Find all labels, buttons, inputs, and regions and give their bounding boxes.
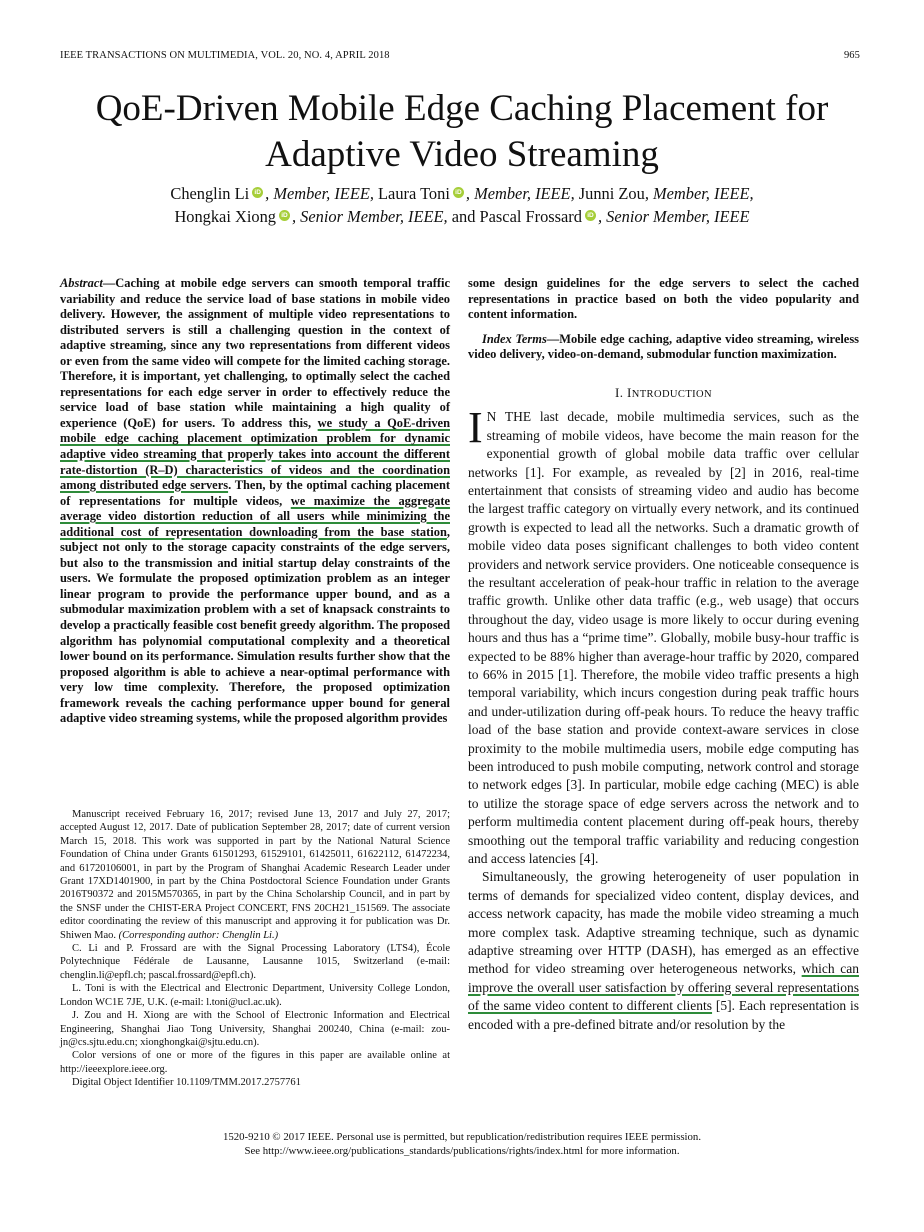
- left-column: [60, 276, 450, 727]
- index-terms-text: Mobile edge caching, adaptive video streaming, wireless video delivery, video-on-demand, submodular function maximization.: [468, 331, 859, 362]
- orcid-icon[interactable]: iD: [252, 187, 263, 198]
- copyright-footer: [60, 1130, 864, 1158]
- affiliation-note: L. Toni is with the Electrical and Electronic Department, University College London, London WC1E 7JE, U.K. (e-mail: l.toni@ucl.ac.uk).: [60, 983, 450, 1008]
- rights-url-line: See http://www.ieee.org/publications_standards/publications/rights/index.html for more information.: [244, 1145, 680, 1157]
- running-header: [60, 50, 860, 66]
- section-title-rest: NTRODUCTION: [631, 388, 712, 400]
- orcid-icon[interactable]: iD: [279, 210, 290, 221]
- author-list: [40, 182, 884, 228]
- color-versions-note: Color versions of one or more of the figures in this paper are available online at http://ieeexplore.ieee.org.: [60, 1050, 450, 1075]
- highlight-underline: which can improve the overall user satisfaction by offering several representations of the same video content to different clients: [468, 961, 859, 1014]
- section-numeral: I.: [614, 384, 624, 400]
- manuscript-note-text: Manuscript received February 16, 2017; revised June 13, 2017 and July 27, 2017; accepted August 12, 2017. Date of publication September 28, 2017; date of current version March 15, 2018. This work was supported in part by the National Natural Science Foundation of China under Grants 61501293, 61529101, 61425011, 61622112, 61472234, and 61720106001, in part by the Program of Shanghai Academic Research Leader under Grant 17XD1401900, in part by the China Postdoctoral Science Foundation under Grants 2016T90372 and 2015M570365, in part by the China Scholarship Council, and in part by the SNSF under the CHIST-ERA Project CONCERT, FNS 20CH21_151569. The associate editor coordinating the review of this manuscript and approving it for publication was Dr. Shiwen Mao.: [60, 809, 450, 941]
- abstract-label: Abstract: [60, 276, 103, 290]
- abstract-text: Caching at mobile edge servers can smooth temporal traffic variability and reduce the service load of base stations in mobile video delivery. However, the assignment of multiple video representations to distributed servers is still a challenging question in the context of adaptive streaming, since any two representations from different videos or even from the same video will compete for the limited caching storage. Therefore, it is important, yet challenging, to optimally select the cached representations for each edge server in order to effectively reduce the service load of base station while maintaining a high quality of experience (QoE) for users. To address this,: [60, 276, 450, 430]
- intro-paragraph: [468, 403, 859, 868]
- introduction-body: [468, 403, 859, 1034]
- author-membership: , Senior Member, IEEE,: [291, 207, 448, 226]
- abstract-text: . Then, by the optimal caching placement of representations for multiple videos,: [60, 478, 451, 508]
- author-membership: , Member, IEEE,: [644, 184, 754, 203]
- abstract-text: , subject not only to the storage capacity constraints of the edge servers, but also to the transmission and initial startup delay constraints of the users. We formulate the proposed optimization problem as an integer linear program to provide the performance upper bound, and as a submodular maximization problem with a set of knapsack constraints to develop a practically feasible cost benefit greedy algorithm. The proposed algorithm has polynomial computational complexity and a theoretical lower bound on its performance. Simulation results further show that the proposed algorithm is able to achieve a near-optimal performance with very low time complexity. Therefore, the proposed optimization framework reveals the caching performance upper bound for general adaptive video streaming systems, while the proposed algorithm provides: [60, 524, 450, 726]
- page-number: 965: [843, 50, 860, 61]
- intro-paragraph-text: [5]. Each representation is encoded with a pre-defined bitrate and/or resolution by the: [468, 998, 859, 1032]
- intro-paragraph-text: Simultaneously, the growing heterogeneity of user population in terms of demands for specialized video content, display devices, and access network capacity, has made the mobile video streaming a much more complex task. Adaptive streaming technique, such as dynamic adaptive streaming over HTTP (DASH), has emerged as an effective method for video streaming over heterogeneous networks,: [468, 869, 859, 977]
- journal-citation: IEEE TRANSACTIONS ON MULTIMEDIA, VOL. 20, NO. 4, APRIL 2018: [60, 50, 390, 61]
- author-name: Hongkai Xiong: [174, 207, 276, 226]
- index-terms-label: Index Terms: [482, 331, 547, 346]
- index-terms: [468, 332, 859, 363]
- copyright-line: 1520-9210 © 2017 IEEE. Personal use is permitted, but republication/redistribution requires IEEE permission.: [222, 1131, 702, 1143]
- intro-paragraph-text: N THE last decade, mobile multimedia services, such as the streaming of mobile videos, have become the main reason for the exponential growth of global mobile data traffic over cellular networks [1]. For example, as revealed by [2] in 2016, real-time entertainment that consists of streaming video and audio has become the largest traffic category on virtually every network, and its continued growth is expected to lead all the networks. Such a dramatic growth of mobile video data poses significant challenges to both video content providers and network service providers. One noticeable consequence is the resultant acceleration of peak-hour traffic in relation to the average traffic growth. Unlike other data traffic (e.g., web usage) that occurs throughout the day, video usage is more likely to occur during evening hours and thus has a “prime time”. Globally, mobile busy-hour traffic is expected to be 88% higher than average-hour traffic by 2020, compared to 66% in 2015 [1]. Therefore, the mobile video traffic presents a high temporal variability, which incurs congestion during peak traffic hours and under-utilization during off-peak hours. To reduce the heavy traffic load of the base station and provide context-aware services in close proximity to the mobile multimedia users, mobile edge computing has been introduced to push mobile computing, network control and storage to network edges [3]. In particular, mobile edge caching (MEC) is able to utilize the storage space of edge servers across the network and to perform multimedia content placement during off-peak hours, thereby smoothing out the temporal traffic variability and reducing congestion and access latencies [4].: [468, 409, 859, 867]
- section-title-initial: I: [627, 384, 632, 400]
- author-name: Junni Zou: [578, 184, 645, 203]
- index-terms-dash: —: [546, 331, 560, 346]
- abstract: [60, 276, 450, 727]
- highlight-underline: we study a QoE-driven mobile edge caching placement optimization problem for dynamic adaptive video streaming that properly takes into account the different rate-distortion (R–D) characteristics of videos and the coordination among distributed edge servers: [60, 415, 450, 493]
- manuscript-note: [60, 808, 450, 942]
- affiliation-note: C. Li and P. Frossard are with the Signal Processing Laboratory (LTS4), École Polytechnique Fédérale de Lausanne, Lausanne 1015, Switzerland (e-mail: chenglin.li@epfl.ch; pascal.frossard@epfl.ch).: [60, 943, 450, 981]
- footnotes: [60, 808, 450, 1090]
- abstract-dash: —: [102, 276, 116, 290]
- author-conjunction: and: [451, 207, 476, 226]
- author-membership: , Member, IEEE,: [265, 184, 374, 203]
- author-name: Laura Toni: [378, 184, 450, 203]
- doi-note: Digital Object Identifier 10.1109/TMM.2017.2757761: [72, 1077, 301, 1089]
- author-membership: , Senior Member, IEEE: [597, 207, 750, 226]
- paper-title: QoE-Driven Mobile Edge Caching Placement for Adaptive Video Streaming: [95, 88, 829, 175]
- author-name: Pascal Frossard: [479, 207, 582, 226]
- drop-cap: I: [468, 403, 483, 453]
- intro-paragraph: [468, 868, 859, 1034]
- orcid-icon[interactable]: iD: [453, 187, 464, 198]
- author-name: Chenglin Li: [170, 184, 250, 203]
- corresponding-author: (Corresponding author: Chenglin Li.): [118, 929, 279, 941]
- right-column: [468, 276, 859, 1034]
- abstract-continued: some design guidelines for the edge servers to select the cached representations in practice based on both the video popularity and content information.: [468, 276, 859, 322]
- section-heading: [468, 385, 859, 403]
- highlight-underline: we maximize the aggregate average video distortion reduction of all users while minimizing the additional cost of representation downloading from the base station: [60, 493, 451, 539]
- author-membership: , Member, IEEE,: [465, 184, 575, 203]
- affiliation-note: J. Zou and H. Xiong are with the School of Electronic Information and Electrical Engineering, Shanghai Jiao Tong University, Shanghai 200240, China (e-mail: zou-jn@cs.sjtu.edu.cn; xionghongkai@sjtu.edu.cn).: [60, 1010, 450, 1048]
- orcid-icon[interactable]: iD: [585, 210, 596, 221]
